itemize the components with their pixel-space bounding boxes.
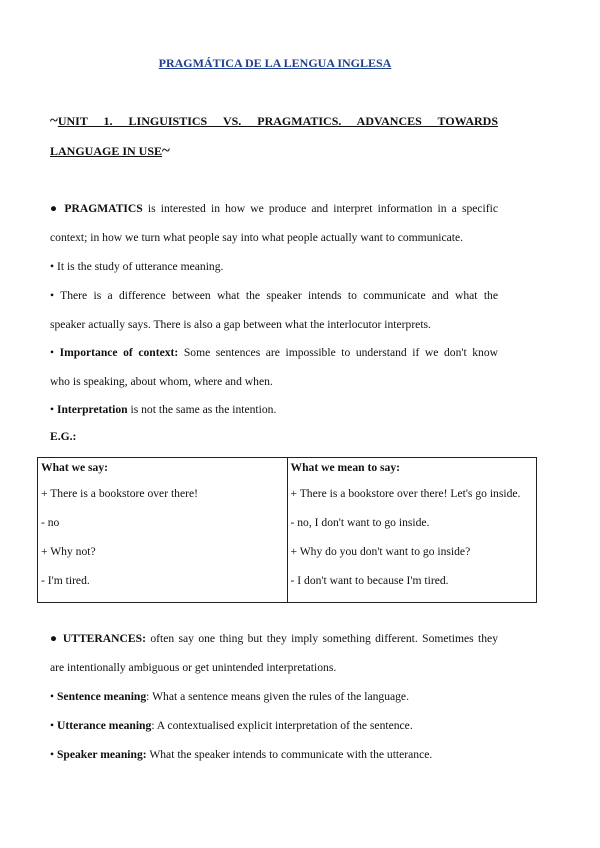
unit-heading-line1 <box>50 114 498 129</box>
point-difference-line1: • There is a difference between what the speaker intends to communicate and what the <box>50 289 498 302</box>
pragmatics-term: PRAGMATICS <box>64 202 143 215</box>
bullet-small-icon: • <box>50 346 60 359</box>
point-difference-line2: speaker actually says. There is also a gap between what the interlocutor interprets. <box>50 318 431 331</box>
context-term: Importance of context: <box>59 346 179 359</box>
table-cell: + There is a bookstore over there! Let's go inside. <box>290 487 521 500</box>
table-column-what-we-say <box>38 458 288 603</box>
sentence-meaning-term: Sentence meaning <box>56 690 147 703</box>
pragmatics-text1: is interested in how we produce and interpret information in a specific <box>142 202 498 215</box>
table-cell: + There is a bookstore over there! <box>41 487 198 500</box>
bullet-small-icon: • <box>50 690 57 703</box>
speaker-meaning-item <box>50 748 498 761</box>
table-cell: - no, I don't want to go inside. <box>290 516 430 529</box>
bullet-icon: ● <box>50 632 59 645</box>
utterances-term: UTTERANCES: <box>62 632 146 645</box>
speaker-meaning-text: What the speaker intends to communicate with the utterance. <box>146 748 433 761</box>
pragmatics-paragraph-line1 <box>50 202 498 215</box>
table-cell: - I'm tired. <box>41 574 90 587</box>
utterances-paragraph-line1 <box>50 632 498 645</box>
table-cell: - no <box>41 516 60 529</box>
unit-heading-line2 <box>50 144 498 159</box>
utterance-meaning-item <box>50 719 498 732</box>
table-row <box>38 458 537 603</box>
bullet-small-icon: • <box>50 719 57 732</box>
utterances-paragraph-line2: are intentionally ambiguous or get unintended interpretations. <box>50 661 337 674</box>
utterance-meaning-text: : A contextualised explicit interpretation of the sentence. <box>151 719 413 732</box>
interpretation-term: Interpretation <box>56 403 128 416</box>
document-title: PRAGMÁTICA DE LA LENGUA INGLESA <box>158 56 392 70</box>
tilde-close: ~ <box>162 143 170 159</box>
bullet-small-icon: • <box>50 748 57 761</box>
table-cell: - I don't want to because I'm tired. <box>290 574 449 587</box>
point-interpretation <box>50 403 498 416</box>
interpretation-text: is not the same as the intention. <box>127 403 277 416</box>
utterances-text1: often say one thing but they imply something different. Sometimes they <box>145 632 498 645</box>
unit-heading-text1: UNIT 1. LINGUISTICS VS. PRAGMATICS. ADVANCES TOWARDS <box>57 114 498 128</box>
tilde-open: ~ <box>50 113 58 129</box>
utterance-meaning-term: Utterance meaning <box>56 719 152 732</box>
example-table <box>37 457 537 603</box>
bullet-icon: ● <box>50 202 60 215</box>
bullet-small-icon: • <box>50 403 57 416</box>
sentence-meaning-item <box>50 690 498 703</box>
table-header: What we say: <box>41 461 108 474</box>
table-cell: + Why do you don't want to go inside? <box>290 545 471 558</box>
example-label: E.G.: <box>50 430 77 443</box>
point-context-line1 <box>50 346 498 359</box>
table-column-what-we-mean <box>287 458 537 603</box>
context-text1: Some sentences are impossible to understand if we don't know <box>178 346 498 359</box>
sentence-meaning-text: : What a sentence means given the rules of the language. <box>146 690 409 703</box>
speaker-meaning-term: Speaker meaning: <box>56 748 147 761</box>
point-utterance-meaning: • It is the study of utterance meaning. <box>50 260 224 273</box>
unit-heading-text2: LANGUAGE IN USE <box>50 144 163 158</box>
pragmatics-paragraph-line2: context; in how we turn what people say into what people actually want to communicate. <box>50 231 464 244</box>
table-header: What we mean to say: <box>290 461 400 474</box>
table-cell: + Why not? <box>41 545 96 558</box>
point-context-line2: who is speaking, about whom, where and when. <box>50 375 273 388</box>
